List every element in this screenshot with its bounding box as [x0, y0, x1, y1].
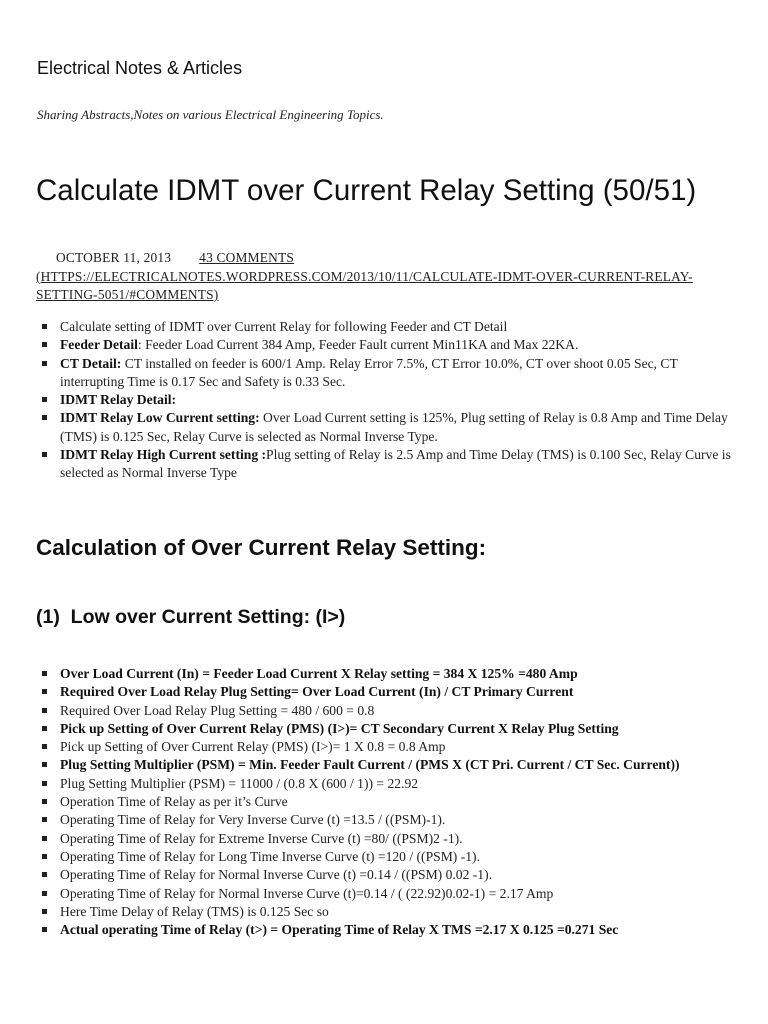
site-tagline: Sharing Abstracts,Notes on various Electrical Engineering Topics. — [37, 107, 384, 122]
bullet-square-icon — [42, 854, 47, 859]
list-item — [36, 830, 736, 848]
list-item — [36, 848, 736, 866]
bullet-square-icon — [42, 452, 47, 457]
list-item — [36, 720, 736, 738]
list-item — [36, 811, 736, 829]
bullet-square-icon — [42, 799, 47, 804]
section-heading: Calculation of Over Current Relay Setting: — [36, 535, 487, 560]
list-item-text: Plug Setting Multiplier (PSM) = 11000 / (0.8 X (600 / 1)) = 22.92 — [60, 775, 419, 791]
list-item-text: CT installed on feeder is 600/1 Amp. Relay Error 7.5%, CT Error 10.0%, CT over shoot 0.05 Sec, CT interrupting Time is 0.17 Sec and Safety is 0.33 Sec. — [60, 355, 678, 389]
list-item-bold: CT Detail: — [60, 355, 122, 371]
list-item-text: Required Over Load Relay Plug Setting = 480 / 600 = 0.8 — [60, 702, 375, 718]
list-item — [36, 921, 736, 939]
list-item — [36, 738, 736, 756]
list-item-bold: Feeder Detail — [60, 337, 138, 353]
list-item — [36, 885, 736, 903]
bullet-square-icon — [42, 909, 47, 914]
post-title[interactable]: Calculate IDMT over Current Relay Setting (50/51) — [36, 174, 697, 207]
list-item-text: Operating Time of Relay for Extreme Inverse Curve (t) =80/ ((PSM)2 -1). — [60, 830, 463, 846]
list-item-text: : Feeder Load Current 384 Amp, Feeder Fault current Min11KA and Max 22KA. — [137, 337, 579, 353]
list-item-text: Operation Time of Relay as per it’s Curve — [60, 794, 288, 810]
list-item-bold: Actual operating Time of Relay (t>) = Operating Time of Relay X TMS =2.17 X 0.125 =0.271 Sec — [60, 922, 619, 938]
list-item-text: Over Load Current setting is 125%, Plug setting of Relay is 0.8 Amp and Time Delay (TMS) is 0.125 Sec, Relay Curve is selected as Normal Inverse Type. — [60, 410, 728, 444]
calculation-list — [36, 665, 736, 939]
bullet-square-icon — [42, 671, 47, 676]
bullet-square-icon — [42, 872, 47, 877]
list-item-bold: Pick up Setting of Over Current Relay (PMS) (I>)= CT Secondary Current X Relay Plug Setting — [60, 720, 619, 736]
bullet-square-icon — [42, 762, 47, 767]
list-item — [36, 409, 736, 446]
list-item-text: Here Time Delay of Relay (TMS) is 0.125 Sec so — [60, 903, 329, 919]
list-item — [36, 756, 736, 774]
list-item-bold: IDMT Relay Detail: — [60, 392, 177, 408]
list-item — [36, 391, 736, 409]
bullet-square-icon — [42, 361, 47, 366]
comments-link[interactable]: 43 COMMENTS — [199, 250, 295, 265]
comments-url-link[interactable]: (HTTPS://ELECTRICALNOTES.WORDPRESS.COM/2013/10/11/CALCULATE-IDMT-OVER-CURRENT-RELAY-SETTING-5051/#COMMENTS) — [36, 268, 693, 302]
post-date: OCTOBER 11, 2013 — [56, 250, 172, 265]
bullet-square-icon — [42, 324, 47, 329]
list-item-bold: Plug Setting Multiplier (PSM) = Min. Feeder Fault Current / (PMS X (CT Pri. Current / CT Sec. Current)) — [60, 757, 680, 773]
bullet-square-icon — [42, 817, 47, 822]
subsection-heading: (1) Low over Current Setting: (I>) — [36, 606, 346, 628]
list-item — [36, 793, 736, 811]
bullet-square-icon — [42, 415, 47, 420]
list-item-bold: IDMT Relay High Current setting : — [60, 447, 267, 463]
bullet-square-icon — [42, 891, 47, 896]
bullet-square-icon — [42, 708, 47, 713]
list-item — [36, 683, 736, 701]
list-item-text: Calculate setting of IDMT over Current Relay for following Feeder and CT Detail — [60, 319, 508, 334]
list-item — [36, 355, 736, 392]
site-title[interactable]: Electrical Notes & Articles — [37, 58, 243, 78]
list-item — [36, 318, 736, 336]
list-item — [36, 702, 736, 720]
list-item-text: Operating Time of Relay for Long Time Inverse Curve (t) =120 / ((PSM) -1). — [60, 848, 480, 864]
bullet-square-icon — [42, 689, 47, 694]
list-item — [36, 866, 736, 884]
list-item-bold: Over Load Current (In) = Feeder Load Current X Relay setting = 384 X 125% =480 Amp — [60, 666, 578, 681]
list-item — [36, 775, 736, 793]
list-item-text: Pick up Setting of Over Current Relay (PMS) (I>)= 1 X 0.8 = 0.8 Amp — [60, 739, 446, 755]
bullet-square-icon — [42, 781, 47, 786]
list-item — [36, 665, 736, 683]
bullet-square-icon — [42, 927, 47, 932]
bullet-square-icon — [42, 397, 47, 402]
list-item-bold: IDMT Relay Low Current setting: — [60, 410, 260, 426]
list-item — [36, 903, 736, 921]
bullet-square-icon — [42, 726, 47, 731]
list-item — [36, 446, 736, 483]
list-item-text: Plug setting of Relay is 2.5 Amp and Time Delay (TMS) is 0.100 Sec, Relay Curve is selected as Normal Inverse Type — [60, 447, 731, 481]
list-item-text: Operating Time of Relay for Very Inverse Curve (t) =13.5 / ((PSM)-1). — [60, 812, 446, 828]
list-item-text: Operating Time of Relay for Normal Inverse Curve (t) =0.14 / ((PSM) 0.02 -1). — [60, 867, 493, 883]
bullet-square-icon — [42, 342, 47, 347]
bullet-square-icon — [42, 744, 47, 749]
list-item-text: Operating Time of Relay for Normal Inverse Curve (t)=0.14 / ( (22.92)0.02-1) = 2.17 Amp — [60, 885, 554, 901]
list-item-bold: Required Over Load Relay Plug Setting= Over Load Current (In) / CT Primary Current — [60, 684, 574, 700]
feeder-details-list — [36, 318, 736, 483]
post-meta — [36, 249, 736, 305]
list-item — [36, 336, 736, 354]
bullet-square-icon — [42, 836, 47, 841]
